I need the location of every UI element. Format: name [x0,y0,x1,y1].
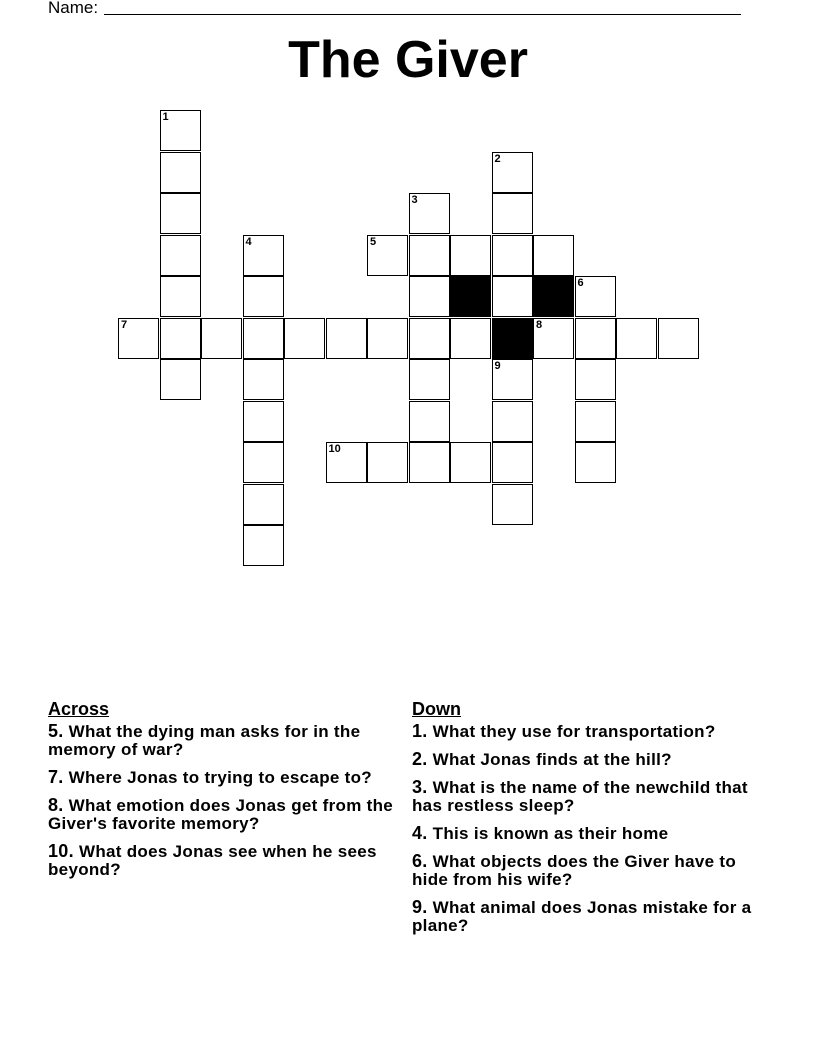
blocked-cell [492,318,533,359]
cell-number: 8 [536,318,543,331]
crossword-cell[interactable] [409,193,450,234]
crossword-cell[interactable] [575,318,616,359]
crossword-cell[interactable] [409,276,450,317]
crossword-cell[interactable] [533,318,574,359]
clue-number: 1. [412,721,428,741]
crossword-cell[interactable] [492,359,533,400]
crossword-cell[interactable] [160,193,201,234]
cell-number: 5 [370,235,377,248]
across-clue [48,768,403,787]
crossword-cell[interactable] [450,235,491,276]
down-clue [412,852,772,889]
across-clue [48,722,403,759]
clue-text: This is known as their home [432,824,669,843]
across-clue [48,842,403,879]
across-clues [48,700,403,888]
clue-number: 6. [412,851,428,871]
clue-text: What emotion does Jonas get from the Giver's favorite memory? [48,796,394,833]
crossword-cell[interactable] [160,276,201,317]
crossword-cell[interactable] [492,276,533,317]
crossword-cell[interactable] [160,110,201,151]
crossword-cell[interactable] [326,442,367,483]
clue-text: What is the name of the newchild that has restless sleep? [412,778,748,815]
across-heading: Across [48,699,110,719]
crossword-cell[interactable] [533,235,574,276]
crossword-cell[interactable] [409,401,450,442]
crossword-cell[interactable] [243,442,284,483]
cell-number: 2 [494,152,501,165]
crossword-cell[interactable] [575,359,616,400]
clue-text: What Jonas finds at the hill? [432,750,672,769]
crossword-cell[interactable] [201,318,242,359]
clue-number: 8. [48,795,64,815]
crossword-cell[interactable] [118,318,159,359]
clue-number: 9. [412,897,428,917]
cell-number: 10 [328,443,341,455]
clue-text: What they use for transportation? [432,722,716,741]
clue-text: What objects does the Giver have to hide from his wife? [412,852,736,889]
clue-number: 10. [48,841,74,861]
down-clue [412,778,772,815]
cell-number: 6 [577,277,584,289]
blocked-cell [450,276,491,317]
down-clues [412,700,772,944]
down-heading: Down [412,699,461,719]
crossword-cell[interactable] [492,401,533,442]
crossword-cell[interactable] [492,442,533,483]
clue-number: 7. [48,767,64,787]
cell-number: 7 [121,318,128,331]
clue-number: 3. [412,777,428,797]
crossword-cell[interactable] [243,401,284,442]
crossword-cell[interactable] [450,318,491,359]
crossword-cell[interactable] [367,318,408,359]
crossword-cell[interactable] [243,318,284,359]
crossword-cell[interactable] [575,442,616,483]
crossword-cell[interactable] [243,525,284,566]
crossword-cell[interactable] [326,318,367,359]
clue-number: 2. [412,749,428,769]
crossword-cell[interactable] [367,235,408,276]
crossword-cell[interactable] [450,442,491,483]
crossword-cell[interactable] [243,359,284,400]
crossword-cell[interactable] [658,318,699,359]
crossword-cell[interactable] [243,235,284,276]
crossword-cell[interactable] [409,235,450,276]
crossword-cell[interactable] [575,401,616,442]
page-title: The Giver [288,31,528,89]
cell-number: 3 [411,194,418,206]
crossword-cell[interactable] [160,235,201,276]
clue-text: What animal does Jonas mistake for a plane? [412,898,752,935]
cell-number: 9 [494,360,501,372]
crossword-cell[interactable] [492,193,533,234]
blocked-cell [533,276,574,317]
cell-number: 1 [162,111,169,123]
across-clue [48,796,403,833]
crossword-cell[interactable] [243,484,284,525]
clue-text: What does Jonas see when he sees beyond? [48,842,377,879]
crossword-cell[interactable] [243,276,284,317]
down-clue [412,824,772,843]
crossword-cell[interactable] [409,442,450,483]
clue-number: 4. [412,823,428,843]
crossword-cell[interactable] [284,318,325,359]
crossword-cell[interactable] [160,359,201,400]
clue-number: 5. [48,721,64,741]
crossword-cell[interactable] [492,484,533,525]
down-clue [412,750,772,769]
clue-text: Where Jonas to trying to escape to? [68,768,372,787]
down-clue [412,898,772,935]
crossword-cell[interactable] [492,152,533,193]
name-label: Name: [48,0,99,17]
crossword-cell[interactable] [409,359,450,400]
crossword-cell[interactable] [409,318,450,359]
crossword-cell[interactable] [575,276,616,317]
crossword-cell[interactable] [616,318,657,359]
crossword-cell[interactable] [492,235,533,276]
crossword-cell[interactable] [160,152,201,193]
crossword-cell[interactable] [367,442,408,483]
clue-text: What the dying man asks for in the memory of war? [48,722,361,759]
down-clue [412,722,772,741]
cell-number: 4 [245,235,252,248]
crossword-cell[interactable] [160,318,201,359]
